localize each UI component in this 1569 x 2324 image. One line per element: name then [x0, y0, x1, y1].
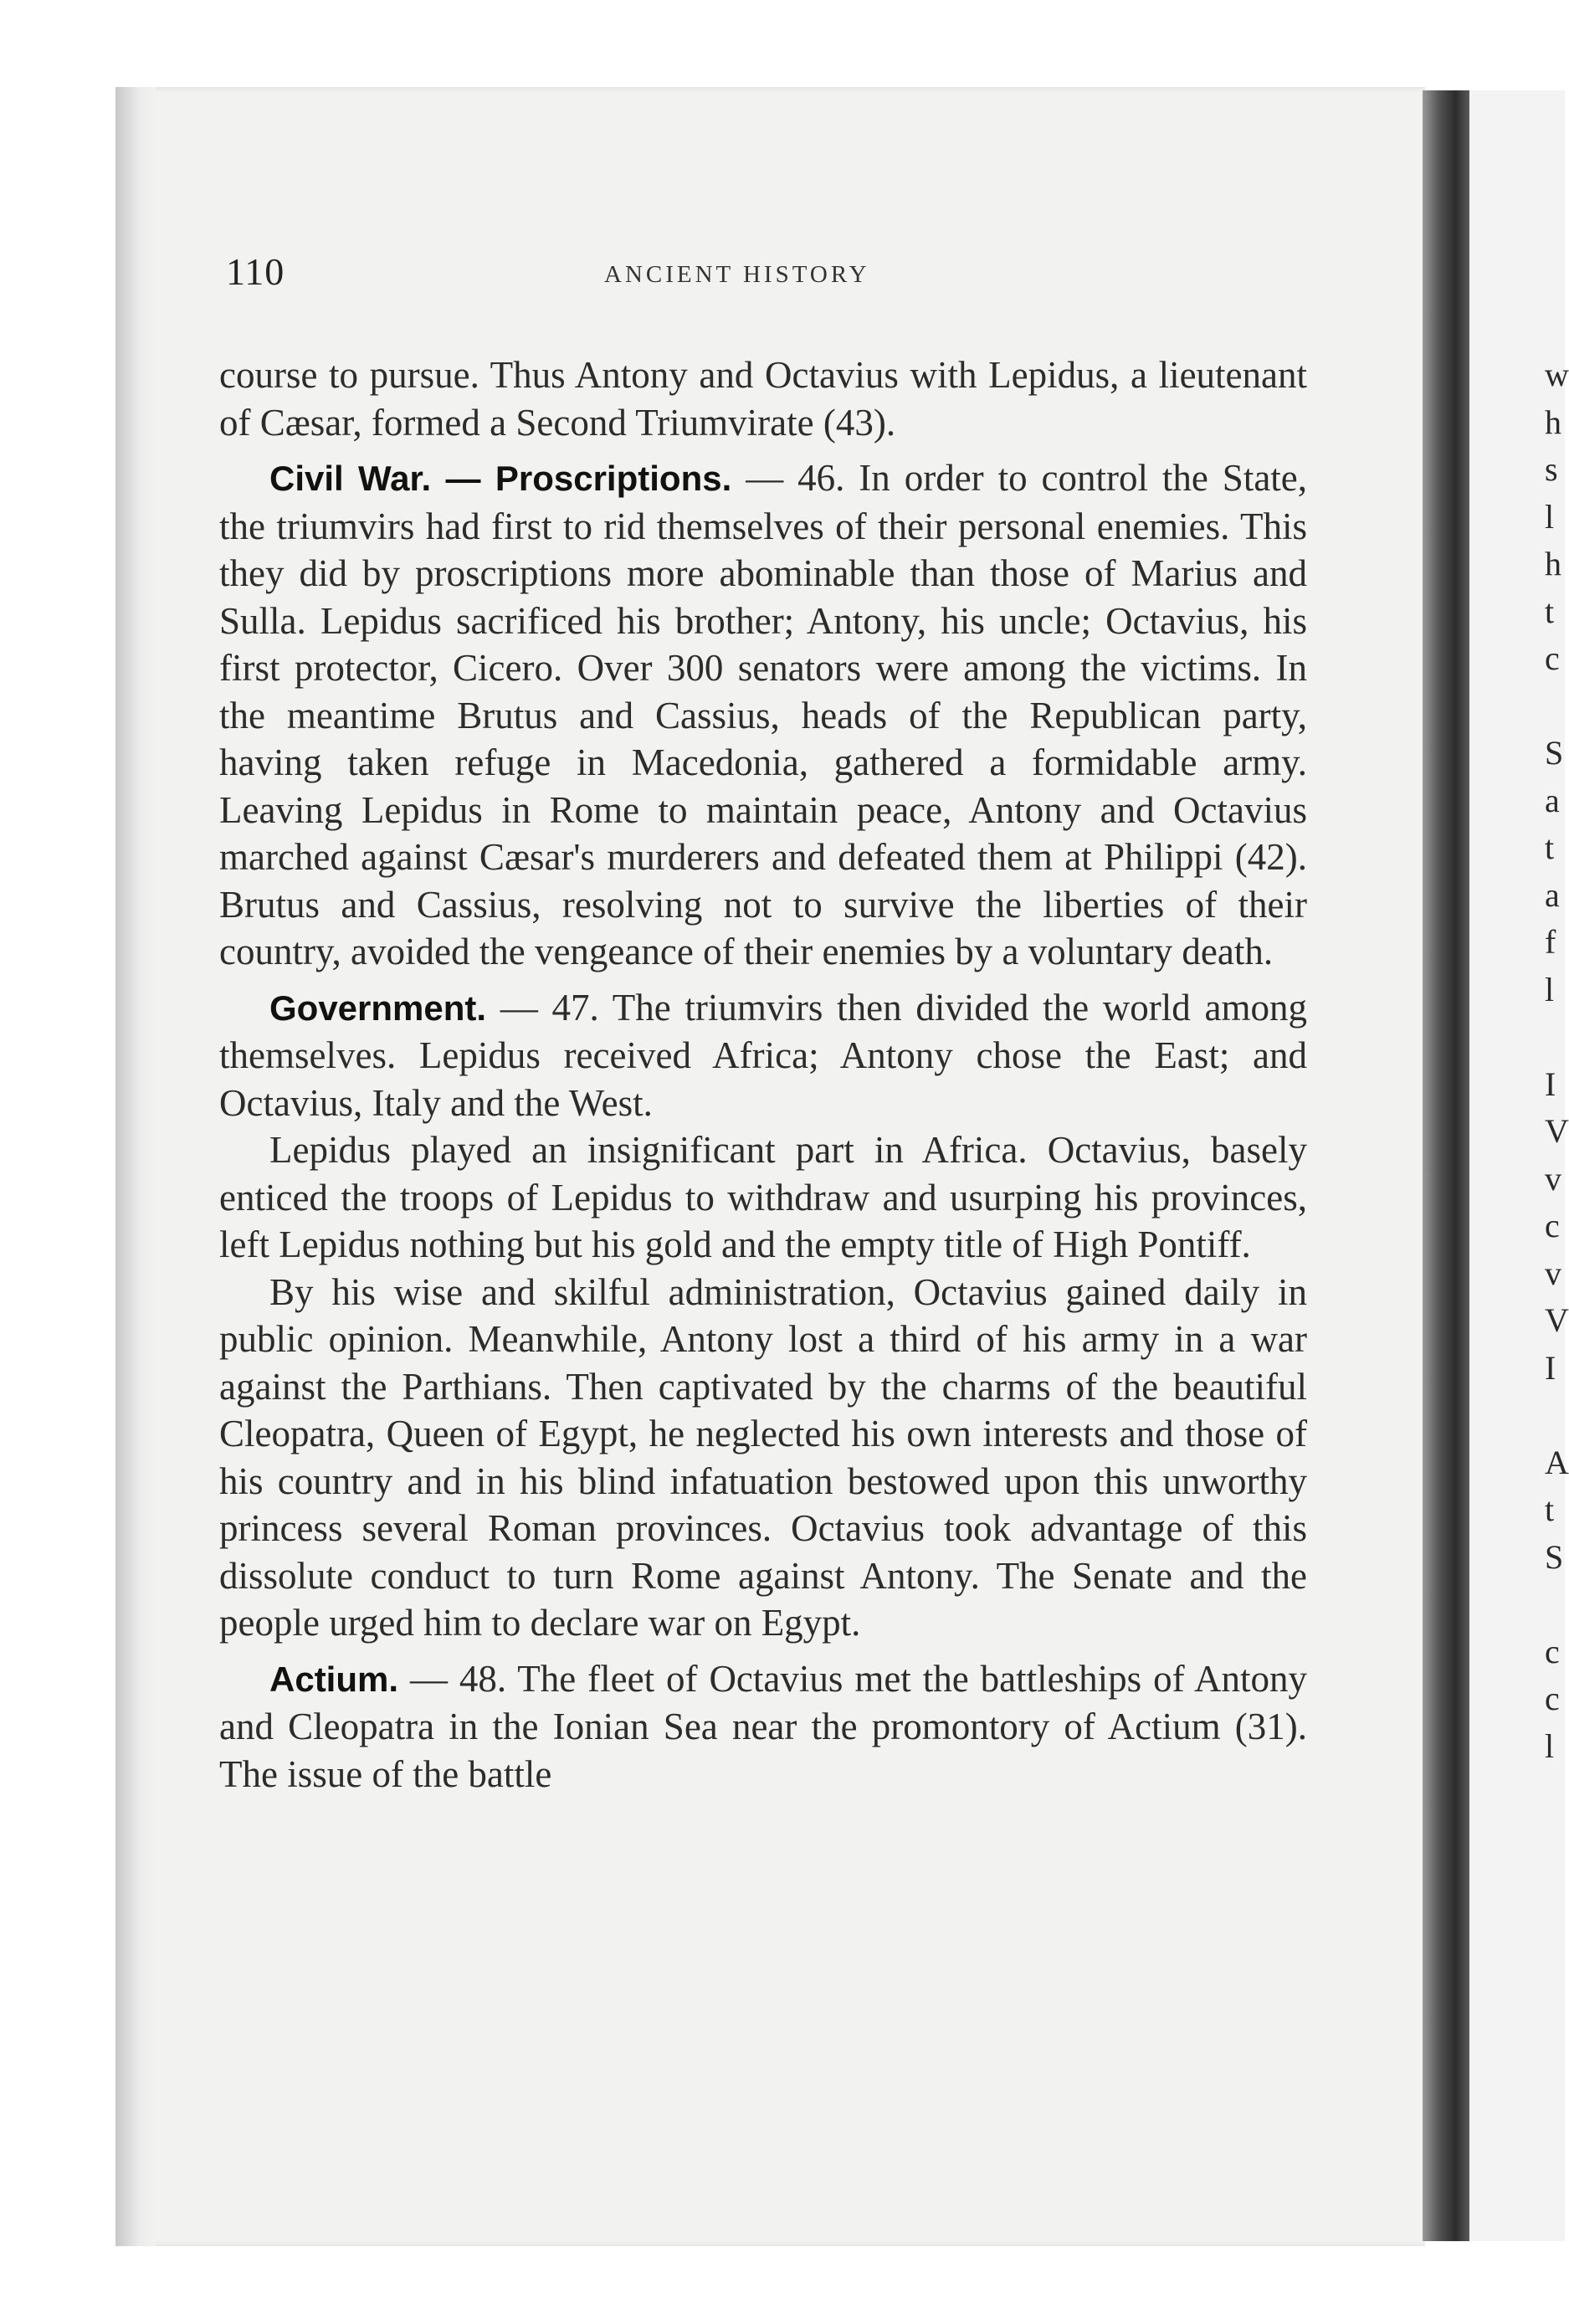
right-fragment: l [1545, 970, 1555, 1008]
right-fragment: V [1545, 1112, 1569, 1150]
right-fragment: f [1545, 923, 1556, 961]
right-fragment: c [1545, 1207, 1560, 1244]
right-fragment: a [1545, 781, 1560, 819]
right-fragment: S [1545, 1537, 1564, 1576]
right-fragment: v [1545, 1254, 1561, 1292]
right-fragment [1545, 1392, 1565, 1439]
section-heading-civil-war: Civil War. — Proscriptions. [269, 459, 732, 498]
section-heading-government: Government. [269, 988, 487, 1028]
right-fragment: t [1545, 1490, 1555, 1528]
right-fragment: I [1545, 1065, 1556, 1103]
paragraph-text: — 48. The fleet of Octavius met the battleships of Antony and Cleopatra in the Ionian Sea near the promontory of Actium (31). The issue of the battle [219, 1657, 1308, 1795]
paragraph-actium [219, 1655, 1307, 1798]
right-fragment [1545, 683, 1565, 731]
paragraph-lepidus: Lepidus played an insignificant part in Africa. Octavius, basely enticed the troops of Lepidus to withdraw and usurping his provinces, left Lepidus nothing but his gold and the empty title of High Pontiff. [219, 1129, 1307, 1265]
right-fragment: A [1545, 1443, 1569, 1481]
body-text [219, 351, 1307, 1798]
right-fragment [1545, 1581, 1565, 1629]
right-fragment: s [1545, 450, 1558, 488]
right-fragment: S [1545, 734, 1564, 772]
paragraph-text: — 46. In order to control the State, the triumvirs had first to rid themselves of their personal enemies. This they did by proscriptions more abominable than those of Marius and Sulla. Lepidus sacrificed his brother; Antony, his uncle; Octavius, his first protector, Cicero. Over 300 senators were among the victims. In the meantime Brutus and Cassius, heads of the Republican party, having taken refuge in Macedonia, gathered a formidable army. Leaving Lepidus in Rome to maintain peace, Antony and Octavius marched against Cæsar's murderers and defeated them at Philippi (42). Brutus and Cassius, resolving not to survive the liberties of their country, avoided the vengeance of their enemies by a voluntary death. [219, 457, 1308, 972]
right-fragment: l [1545, 1726, 1555, 1765]
right-fragment: a [1545, 875, 1560, 914]
right-fragment: V [1545, 1301, 1569, 1339]
page-number: 110 [226, 250, 285, 293]
right-fragment: c [1545, 639, 1560, 677]
book-gutter [1423, 90, 1469, 2241]
paragraph-text: — 47. The triumvirs then divided the world among themselves. Lepidus received Africa; Antony chose the East; and Octavius, Italy and the West. [219, 986, 1308, 1124]
right-fragment: c [1545, 1680, 1560, 1717]
right-fragment: w [1545, 356, 1569, 393]
right-fragment: h [1545, 545, 1561, 582]
paragraph-continuation: course to pursue. Thus Antony and Octavius with Lepidus, a lieutenant of Cæsar, formed a Second Triumvirate (43). [219, 354, 1307, 444]
section-heading-actium: Actium. [269, 1659, 399, 1699]
running-head: ANCIENT HISTORY [604, 261, 870, 288]
right-page-text-fragments [1545, 351, 1569, 1770]
right-fragment: c [1545, 1632, 1560, 1670]
paragraph-government [219, 984, 1307, 1127]
right-fragment: t [1545, 829, 1555, 866]
right-fragment: I [1545, 1348, 1556, 1387]
right-fragment: l [1545, 497, 1555, 536]
left-page-edge [115, 87, 156, 2246]
right-fragment: v [1545, 1159, 1561, 1198]
right-fragment: t [1545, 592, 1555, 630]
paragraph-octavius: By his wise and skilful administration, Octavius gained daily in public opinion. Meanwhile, Antony lost a third of his army in a war against the Parthians. Then captivated by the charms of the beautiful Cleopatra, Queen of Egypt, he neglected his own interests and those of his country and in his blind infatuation bestowed upon this unworthy princess several Roman provinces. Octavius took advantage of this dissolute conduct to turn Rome against Antony. The Senate and the people urged him to declare war on Egypt. [219, 1270, 1307, 1644]
right-fragment [1545, 1013, 1565, 1061]
paragraph-civil-war [219, 454, 1307, 976]
right-fragment: h [1545, 403, 1561, 441]
